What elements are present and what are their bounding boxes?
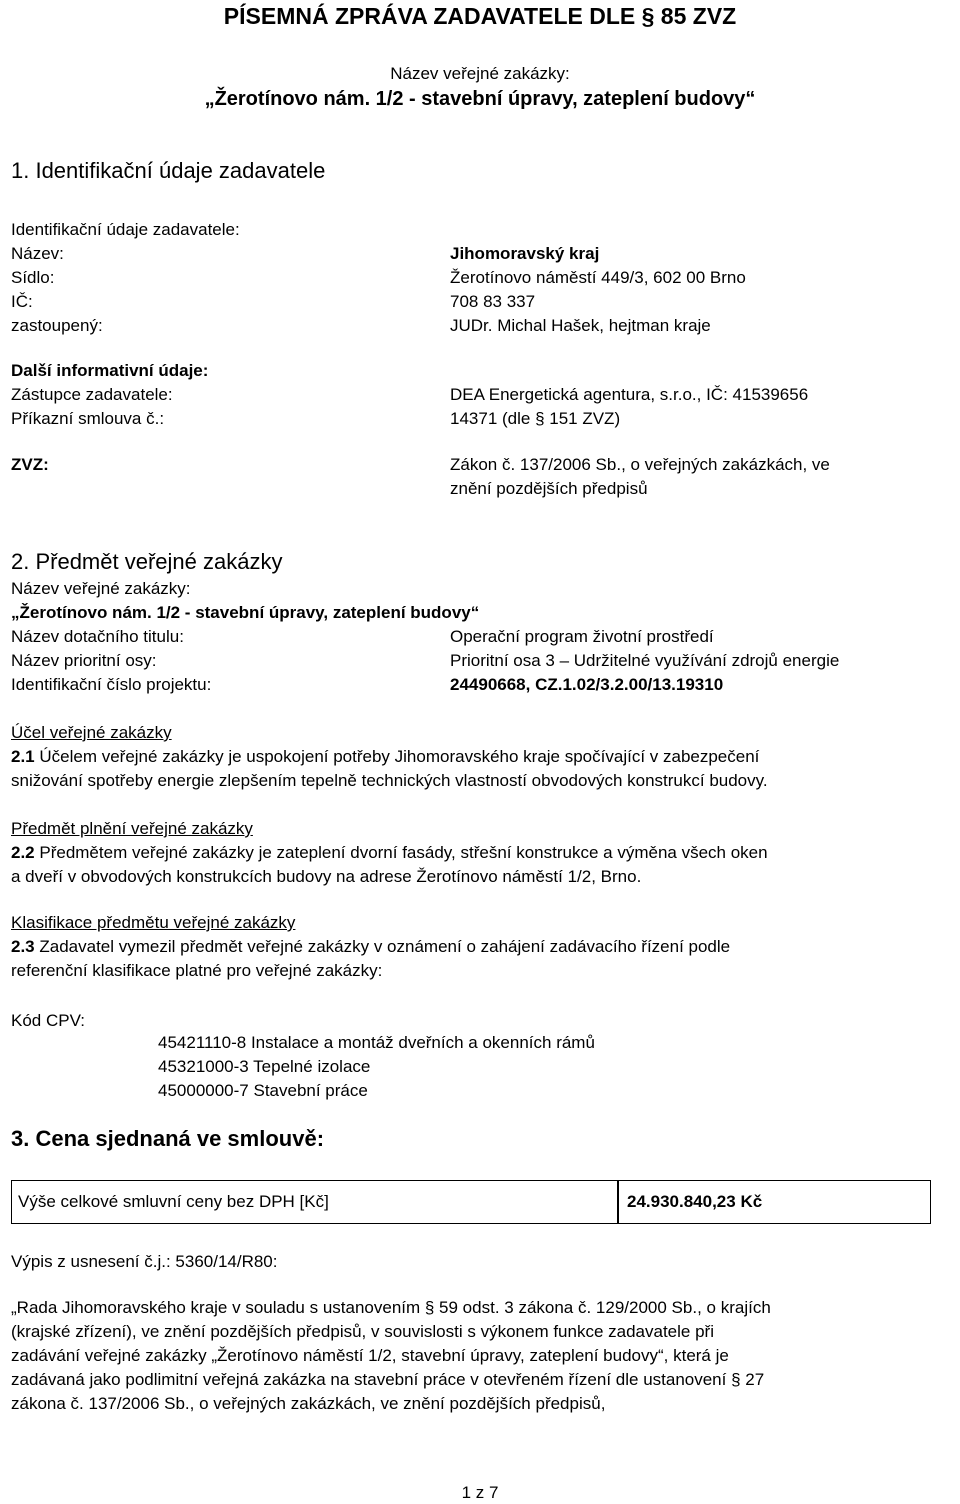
name-label: Název: (11, 244, 64, 263)
representative-label: Zástupce zadavatele: (11, 385, 173, 404)
seat-label: Sídlo: (11, 268, 55, 287)
cpv-code: 45000000-7 Stavební práce (158, 1081, 368, 1100)
section-3-heading: 3. Cena sjednaná ve smlouvě: (11, 1126, 325, 1151)
identification-subheading: Identifikační údaje zadavatele: (11, 220, 240, 239)
resolution-line: zadávaná jako podlimitní veřejná zakázka na stavební práce v otevřeném řízení dle ustanovení § 27 (11, 1370, 765, 1389)
subsidy-title-label: Název dotačního titulu: (11, 627, 184, 646)
contract-name-label-2: Název veřejné zakázky: (11, 579, 191, 598)
zvz-value-line1: Zákon č. 137/2006 Sb., o veřejných zakázkách, ve (450, 455, 830, 474)
subsidy-title-value: Operační program životní prostředí (450, 627, 714, 646)
price-table (11, 1180, 931, 1224)
seat-value: Žerotínovo náměstí 449/3, 602 00 Brno (450, 268, 746, 287)
classification-heading: Klasifikace předmětu veřejné zakázky (11, 913, 296, 932)
purpose-text-line2: snižování spotřeby energie zlepšením tepelně technických vlastností obvodových konstrukcí budovy. (11, 771, 768, 790)
subject-text-line2: a dveří v obvodových konstrukcích budovy na adrese Žerotínovo náměstí 1/2, Brno. (11, 867, 642, 886)
priority-axis-value: Prioritní osa 3 – Udržitelné využívání zdrojů energie (450, 651, 840, 670)
classification-number: 2.3 (11, 937, 35, 956)
subject-paragraph (11, 842, 768, 864)
represented-value: JUDr. Michal Hašek, hejtman kraje (450, 316, 711, 335)
purpose-number: 2.1 (11, 747, 35, 766)
purpose-paragraph (11, 746, 759, 768)
priority-axis-label: Název prioritní osy: (11, 651, 157, 670)
purpose-heading: Účel veřejné zakázky (11, 723, 172, 742)
contract-name-label: Název veřejné zakázky: (390, 64, 570, 83)
ic-label: IČ: (11, 292, 33, 311)
zvz-label: ZVZ: (11, 455, 49, 474)
price-label: Výše celkové smluvní ceny bez DPH [Kč] (18, 1192, 329, 1211)
subject-text-line1: Předmětem veřejné zakázky je zateplení dvorní fasády, střešní konstrukce a výměna všech oken (34, 843, 768, 862)
zvz-value-line2: znění pozdějších předpisů (450, 479, 648, 498)
classification-text-line2: referenční klasifikace platné pro veřejné zakázky: (11, 961, 383, 980)
page-number: 1 z 7 (461, 1483, 499, 1502)
project-id-value: 24490668, CZ.1.02/3.2.00/13.19310 (450, 675, 724, 694)
price-table-divider (617, 1181, 619, 1223)
classification-paragraph (11, 936, 730, 958)
resolution-line: „Rada Jihomoravského kraje v souladu s ustanovením § 59 odst. 3 zákona č. 129/2000 Sb., o krajích (11, 1298, 771, 1317)
price-value: 24.930.840,23 Kč (627, 1192, 763, 1211)
resolution-line: zákona č. 137/2006 Sb., o veřejných zakázkách, ve znění pozdějších předpisů, (11, 1394, 606, 1413)
section-1-heading: 1. Identifikační údaje zadavatele (11, 158, 326, 183)
subject-number: 2.2 (11, 843, 35, 862)
mandate-value: 14371 (dle § 151 ZVZ) (450, 409, 621, 428)
cpv-label: Kód CPV: (11, 1011, 86, 1030)
section-2-heading: 2. Předmět veřejné zakázky (11, 549, 283, 574)
resolution-label: Výpis z usnesení č.j.: 5360/14/R80: (11, 1252, 278, 1271)
represented-label: zastoupený: (11, 316, 103, 335)
cpv-code: 45421110-8 Instalace a montáž dveřních a okenních rámů (158, 1033, 595, 1052)
ic-value: 708 83 337 (450, 292, 536, 311)
name-value: Jihomoravský kraj (450, 244, 600, 263)
other-info-heading: Další informativní údaje: (11, 361, 209, 380)
contract-name-value-2: „Žerotínovo nám. 1/2 - stavební úpravy, zateplení budovy“ (11, 603, 480, 622)
contract-name-value: „Žerotínovo nám. 1/2 - stavební úpravy, zateplení budovy“ (204, 88, 756, 110)
representative-value: DEA Energetická agentura, s.r.o., IČ: 41539656 (450, 385, 809, 404)
document-title: PÍSEMNÁ ZPRÁVA ZADAVATELE DLE § 85 ZVZ (223, 3, 737, 29)
subject-heading: Předmět plnění veřejné zakázky (11, 819, 253, 838)
resolution-line: (krajské zřízení), ve znění pozdějších předpisů, v souvislosti s výkonem funkce zadavatele při (11, 1322, 714, 1341)
purpose-text-line1: Účelem veřejné zakázky je uspokojení potřeby Jihomoravského kraje spočívající v zabezpečení (34, 747, 760, 766)
resolution-line: zadávání veřejné zakázky „Žerotínovo náměstí 1/2, stavební úpravy, zateplení budovy“, která je (11, 1346, 729, 1365)
cpv-code: 45321000-3 Tepelné izolace (158, 1057, 371, 1076)
project-id-label: Identifikační číslo projektu: (11, 675, 212, 694)
mandate-label: Příkazní smlouva č.: (11, 409, 165, 428)
classification-text-line1: Zadavatel vymezil předmět veřejné zakázky v oznámení o zahájení zadávacího řízení podle (34, 937, 731, 956)
